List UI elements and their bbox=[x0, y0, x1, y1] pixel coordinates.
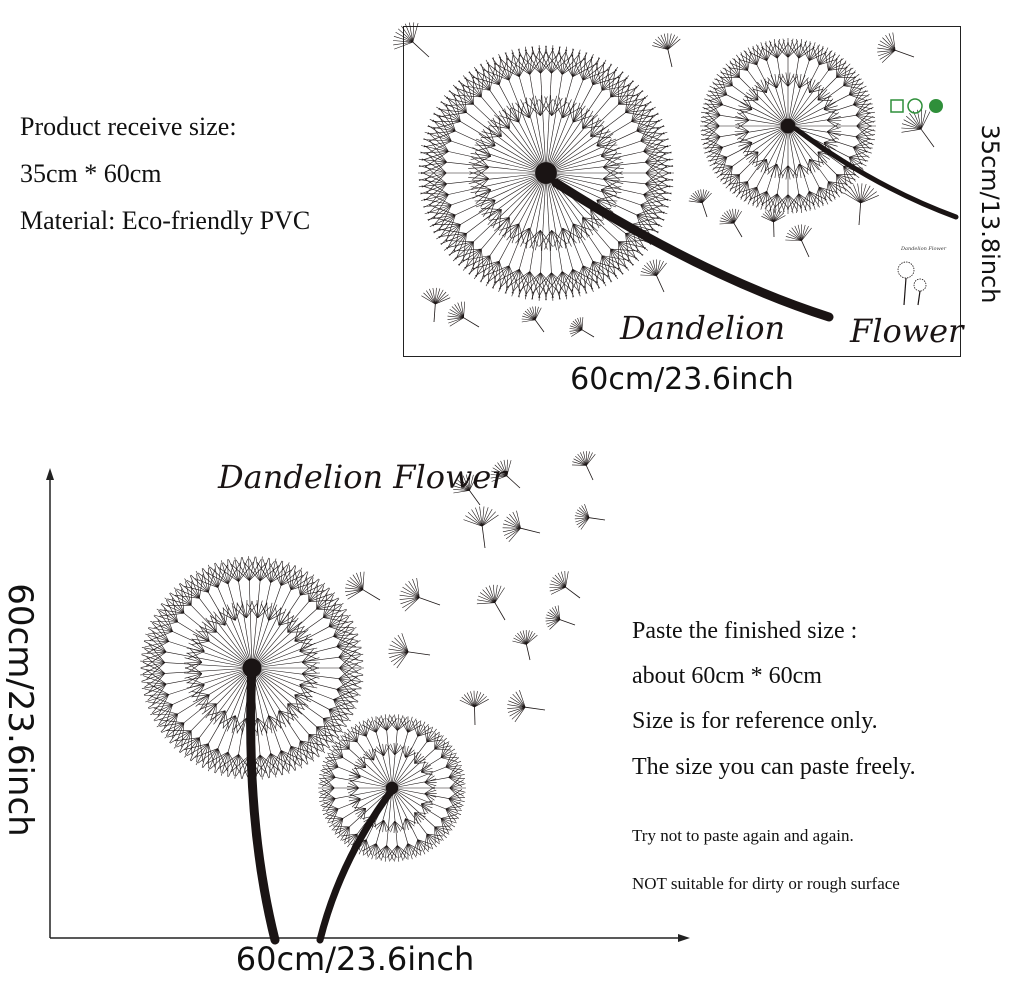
flying-seed bbox=[448, 302, 480, 327]
seed-tuft bbox=[640, 259, 666, 275]
seed-tuft bbox=[849, 76, 868, 101]
seed-tuft bbox=[575, 504, 589, 529]
seed-tuft bbox=[333, 826, 349, 843]
sheet-caption-flower: Flower bbox=[850, 312, 964, 350]
seed-tuft bbox=[323, 714, 348, 743]
dandelion-center bbox=[386, 782, 399, 795]
eco-badge-icon bbox=[891, 99, 943, 113]
seed-tuft bbox=[389, 633, 409, 668]
seed-tuft bbox=[270, 750, 303, 775]
seed-tuft bbox=[856, 99, 875, 127]
dandelion-head bbox=[418, 45, 674, 301]
seed-tuft bbox=[596, 256, 630, 284]
seed-tuft bbox=[167, 581, 192, 606]
flying-seed bbox=[393, 22, 429, 57]
dandelion-center bbox=[781, 119, 796, 134]
seed-tuft bbox=[349, 794, 361, 809]
seed-tuft bbox=[341, 726, 360, 742]
material-text: Material: Eco-friendly PVC bbox=[20, 206, 311, 235]
sticker-sheet-illustration bbox=[404, 27, 964, 355]
seed-tuft bbox=[175, 574, 203, 598]
seed-tuft bbox=[500, 224, 525, 245]
receive-size-label: Product receive size: bbox=[20, 112, 237, 141]
seed-tuft bbox=[744, 151, 758, 166]
seed-tuft bbox=[787, 39, 815, 58]
seed-tuft bbox=[625, 85, 653, 117]
seed-tuft bbox=[477, 585, 505, 604]
flying-seed bbox=[640, 259, 666, 292]
seed-tuft bbox=[319, 764, 335, 787]
seed-tuft bbox=[701, 99, 720, 127]
seed-tuft bbox=[435, 826, 451, 843]
flying-seed bbox=[421, 288, 450, 322]
seed-tuft bbox=[856, 125, 875, 153]
seed-tuft bbox=[787, 194, 815, 213]
seed-tuft bbox=[345, 572, 364, 600]
seed-tuft bbox=[824, 97, 838, 115]
seed-tuft bbox=[708, 151, 727, 176]
seed-tuft bbox=[462, 256, 496, 284]
flying-seed bbox=[570, 317, 595, 337]
wall-title: Dandelion Flower bbox=[218, 458, 507, 496]
sheet-caption-dandelion: Dandelion bbox=[620, 309, 786, 347]
flying-seed bbox=[512, 630, 537, 660]
flying-seed bbox=[575, 504, 605, 529]
mini-preview-icon bbox=[898, 262, 926, 305]
seed-tuft bbox=[295, 571, 325, 596]
sheet-height-label-wrap bbox=[955, 120, 1015, 310]
seed-tuft bbox=[738, 46, 763, 65]
seed-tuft bbox=[785, 224, 811, 240]
dandelion-center bbox=[243, 659, 262, 678]
seed-tuft bbox=[184, 568, 215, 593]
seed-tuft bbox=[424, 834, 443, 850]
flying-seed bbox=[761, 209, 785, 238]
mini-preview-caption: Dandelion Flower bbox=[901, 246, 947, 252]
seed-tuft bbox=[319, 789, 335, 812]
paste-note-1: Try not to paste again and again. bbox=[632, 826, 854, 845]
seed-tuft bbox=[449, 789, 465, 812]
seed-tuft bbox=[761, 209, 785, 223]
sheet-width-label: 60cm/23.6inch bbox=[570, 362, 794, 397]
dandelion-head bbox=[700, 38, 876, 214]
seed-tuft bbox=[323, 593, 348, 622]
seed-tuft bbox=[400, 578, 420, 611]
seed-tuft bbox=[596, 62, 630, 90]
flying-seed bbox=[549, 571, 580, 598]
seed-tuft bbox=[295, 741, 325, 766]
receive-size-value: 35cm * 60cm bbox=[20, 159, 162, 188]
seed-tuft bbox=[425, 787, 437, 803]
seed-tuft bbox=[720, 209, 742, 224]
seed-tuft bbox=[689, 189, 712, 202]
seed-tuft bbox=[333, 733, 349, 750]
seed-tuft bbox=[167, 731, 192, 756]
seed-tuft bbox=[608, 249, 639, 277]
flying-seed bbox=[572, 451, 595, 480]
seed-tuft bbox=[512, 630, 537, 644]
seed-tuft bbox=[449, 764, 465, 787]
seed-tuft bbox=[844, 183, 879, 203]
seed-tuft bbox=[522, 306, 542, 322]
seed-tuft bbox=[652, 33, 680, 49]
flying-seed bbox=[844, 183, 879, 225]
seed-tuft bbox=[761, 39, 789, 58]
flying-seed bbox=[877, 33, 914, 63]
seed-tuft bbox=[144, 620, 169, 654]
arrow-up-icon bbox=[46, 468, 54, 480]
flying-seed bbox=[507, 690, 545, 722]
flying-seed bbox=[503, 511, 540, 542]
flying-seed bbox=[785, 224, 811, 257]
seed-tuft bbox=[425, 773, 437, 789]
seed-tuft bbox=[500, 102, 525, 123]
flying-seed bbox=[400, 578, 440, 611]
seed-tuft bbox=[175, 738, 203, 762]
flying-seed bbox=[477, 585, 505, 620]
seed-tuft bbox=[744, 86, 758, 101]
seed-tuft bbox=[153, 598, 178, 628]
flying-seed bbox=[901, 109, 934, 147]
flying-seed bbox=[345, 572, 380, 600]
seed-tuft bbox=[503, 511, 521, 542]
seed-tuft bbox=[448, 302, 465, 327]
seed-tuft bbox=[608, 69, 639, 97]
seed-tuft bbox=[761, 194, 789, 213]
seed-tuft bbox=[813, 187, 838, 206]
seed-tuft bbox=[738, 97, 752, 115]
paste-line-1: Paste the finished size : bbox=[632, 618, 858, 644]
flying-seed bbox=[464, 507, 499, 549]
seed-tuft bbox=[475, 127, 496, 152]
seed-tuft bbox=[597, 127, 618, 152]
flying-seed bbox=[652, 33, 680, 67]
seed-tuft bbox=[877, 33, 895, 63]
seed-tuft bbox=[570, 317, 583, 336]
paste-line-4: The size you can paste freely. bbox=[632, 754, 916, 780]
seed-tuft bbox=[184, 744, 215, 769]
seed-tuft bbox=[421, 288, 450, 304]
seed-tuft bbox=[270, 561, 303, 586]
sheet-height-label: 35cm/13.8inch bbox=[976, 124, 1004, 304]
dandelion-stem bbox=[320, 790, 392, 940]
seed-tuft bbox=[453, 249, 484, 277]
flying-seed bbox=[460, 691, 489, 725]
dandelion-head bbox=[318, 714, 466, 861]
seed-tuft bbox=[153, 708, 178, 738]
seed-tuft bbox=[568, 102, 593, 123]
paste-line-2: about 60cm * 60cm bbox=[632, 663, 822, 689]
seed-tuft bbox=[439, 229, 467, 261]
seed-tuft bbox=[435, 733, 451, 750]
seed-tuft bbox=[460, 691, 489, 707]
seed-tuft bbox=[818, 86, 832, 101]
wall-preview-illustration bbox=[0, 440, 720, 980]
seed-tuft bbox=[261, 603, 284, 621]
arrow-right-icon bbox=[678, 934, 690, 942]
seed-tuft bbox=[701, 125, 720, 153]
paste-line-3: Size is for reference only. bbox=[632, 708, 878, 734]
seed-tuft bbox=[424, 726, 443, 742]
seed-tuft bbox=[453, 69, 484, 97]
seed-tuft bbox=[462, 62, 496, 90]
seed-tuft bbox=[549, 571, 568, 594]
paste-note-2: NOT suitable for dirty or rough surface bbox=[632, 874, 900, 893]
flying-seed bbox=[546, 605, 575, 629]
flying-seed bbox=[720, 209, 743, 237]
seed-tuft bbox=[568, 224, 593, 245]
seed-tuft bbox=[464, 507, 499, 527]
seed-tuft bbox=[572, 451, 595, 465]
seed-tuft bbox=[738, 138, 752, 156]
flying-seed bbox=[689, 189, 712, 217]
seed-tuft bbox=[349, 767, 361, 782]
flying-seed bbox=[389, 633, 431, 668]
seed-tuft bbox=[439, 85, 467, 117]
seed-tuft bbox=[144, 683, 169, 717]
seed-tuft bbox=[374, 820, 390, 832]
seed-tuft bbox=[546, 605, 560, 629]
seed-tuft bbox=[374, 744, 390, 756]
seed-tuft bbox=[475, 195, 496, 220]
flying-seed bbox=[522, 306, 544, 332]
seed-tuft bbox=[393, 22, 418, 49]
wall-height-label: 60cm/23.6inch bbox=[0, 583, 40, 837]
wall-width-label: 60cm/23.6inch bbox=[235, 940, 475, 978]
seed-tuft bbox=[507, 690, 525, 722]
sticker-sheet bbox=[403, 26, 964, 357]
